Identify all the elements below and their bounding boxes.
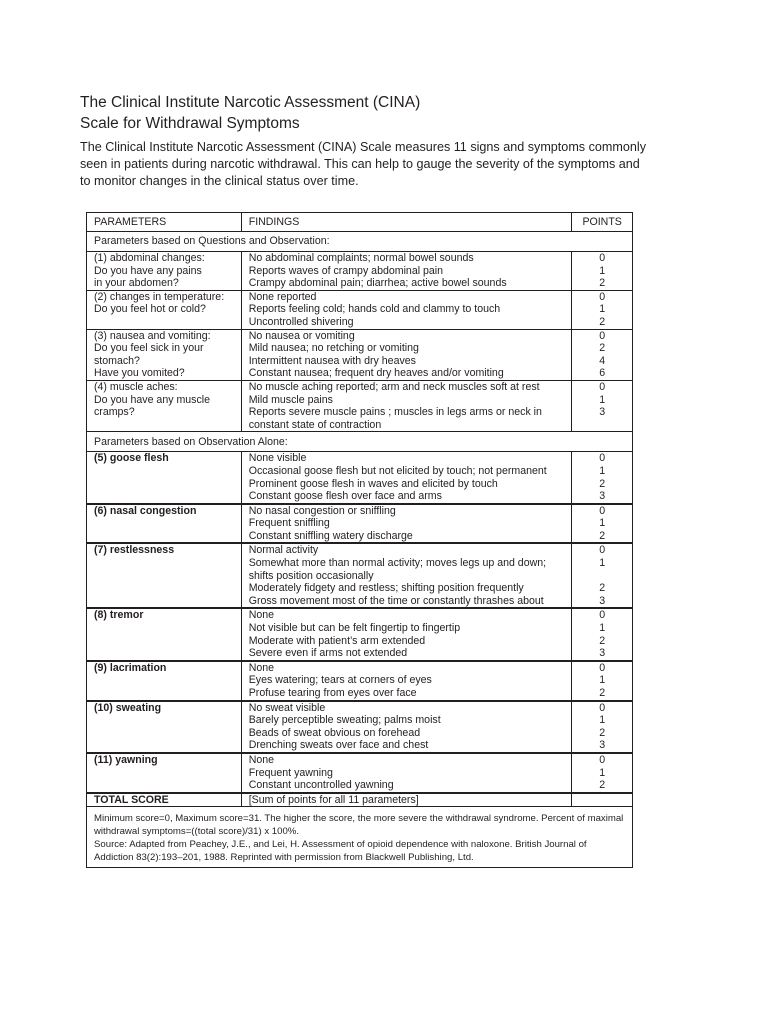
points-cell-line: 0 <box>599 609 606 622</box>
findings-cell-line: Mild nausea; no retching or vomiting <box>248 342 419 355</box>
findings-cell-line: No sweat visible <box>248 701 326 714</box>
cina-table-body <box>87 213 633 868</box>
findings-cell-line: Reports waves of crampy abdominal pain <box>248 264 444 277</box>
header-points: POINTS <box>572 213 633 232</box>
table-row <box>87 380 633 431</box>
findings-cell-line: Not visible but can be felt fingertip to fingertip <box>248 622 461 635</box>
findings-cell-line: Occasional goose flesh but not elicited by touch; not permanent <box>248 464 547 477</box>
parameter-cell <box>87 290 242 329</box>
table-row <box>87 701 633 753</box>
parameter-cell <box>87 329 242 380</box>
findings-cell-line: No muscle aching reported; arm and neck muscles soft at rest <box>248 380 540 393</box>
findings-cell-line: Uncontrolled shivering <box>248 315 354 328</box>
title-line-2: Scale for Withdrawal Symptoms <box>80 115 300 132</box>
parameter-cell <box>87 661 242 701</box>
intro-paragraph: The Clinical Institute Narcotic Assessment (CINA) Scale measures 11 signs and symptoms commonly seen in patients during narcotic withdrawal. This can help to gauge the severity of the symptoms and to monitor changes in the clinical status over time. <box>80 140 646 188</box>
findings-cell-line: Normal activity <box>248 544 319 557</box>
parameter-cell-line: Do you have any muscle <box>94 393 211 406</box>
findings-cell <box>241 661 572 701</box>
points-cell-line: 3 <box>599 490 606 503</box>
points-cell-line: 1 <box>599 674 606 687</box>
points-cell-line: 0 <box>599 544 606 557</box>
findings-cell-line: Mild muscle pains <box>248 393 333 406</box>
points-cell-line: 1 <box>599 766 606 779</box>
points-cell-line: 0 <box>599 753 606 766</box>
points-cell-line: 1 <box>599 517 606 530</box>
footnote-line: Minimum score=0, Maximum score=31. The higher the score, the more severe the withdrawal syndrome. Percent of maximal withdrawal symptoms=((total score)/31) x 100%. <box>94 813 624 838</box>
findings-cell-line: Frequent sniffling <box>248 517 330 530</box>
findings-cell-line: Beads of sweat obvious on forehead <box>248 726 421 739</box>
parameter-cell-line: Do you feel hot or cold? <box>94 303 206 316</box>
findings-cell-line: Drenching sweats over face and chest <box>248 739 429 752</box>
points-cell-line: 2 <box>599 779 606 792</box>
parameter-cell <box>87 504 242 544</box>
parameter-cell-line: (4) muscle aches: <box>94 380 178 393</box>
points-cell-line: 0 <box>599 504 606 517</box>
findings-cell-line: Frequent yawning <box>248 766 333 779</box>
points-cell <box>572 252 633 291</box>
parameter-cell <box>87 380 242 431</box>
section-row-questions <box>87 232 633 252</box>
points-cell-line: 2 <box>599 342 606 355</box>
points-cell <box>572 329 633 380</box>
findings-cell-line: None <box>248 661 275 674</box>
table-row <box>87 753 633 793</box>
parameter-cell-line: (3) nausea and vomiting: <box>94 329 211 342</box>
findings-cell-line: None visible <box>248 452 307 465</box>
findings-cell-line: Moderately fidgety and restless; shifting position frequently <box>248 582 524 595</box>
findings-cell <box>241 329 572 380</box>
findings-cell-line: Constant goose flesh over face and arms <box>248 490 442 503</box>
findings-cell-line: Crampy abdominal pain; diarrhea; active bowel sounds <box>248 277 507 290</box>
points-cell <box>572 543 633 608</box>
findings-cell-line: Constant uncontrolled yawning <box>248 779 394 792</box>
section-label-observation: Parameters based on Observation Alone: <box>87 432 633 452</box>
points-cell-line <box>572 419 632 432</box>
table-row <box>87 661 633 701</box>
findings-cell-line: Constant nausea; frequent dry heaves and/or vomiting <box>248 367 504 380</box>
findings-cell-line: Somewhat more than normal activity; moves legs up and down; <box>248 557 547 570</box>
points-cell-line: 2 <box>599 277 606 290</box>
parameter-cell-line: stomach? <box>94 354 140 367</box>
page-title <box>80 92 420 134</box>
cina-table <box>86 212 633 868</box>
points-cell-line: 0 <box>599 452 606 465</box>
points-cell <box>572 661 633 701</box>
points-cell <box>572 452 633 504</box>
points-cell <box>572 608 633 660</box>
points-cell-line: 2 <box>599 726 606 739</box>
points-cell-line: 1 <box>599 714 606 727</box>
findings-cell <box>241 608 572 660</box>
total-score-value <box>241 793 572 807</box>
findings-cell <box>241 543 572 608</box>
parameter-cell <box>87 252 242 291</box>
footnote <box>87 807 633 868</box>
total-score-points-line <box>572 794 632 807</box>
findings-cell-line: Barely perceptible sweating; palms moist <box>248 714 441 727</box>
findings-cell-line: Reports severe muscle pains ; muscles in legs arms or neck in <box>248 406 542 419</box>
total-score-label <box>87 793 242 807</box>
parameter-cell <box>87 608 242 660</box>
findings-cell-line: None reported <box>248 290 317 303</box>
parameter-cell-line: (9) lacrimation <box>94 661 167 674</box>
findings-cell-line: Profuse tearing from eyes over face <box>248 687 417 699</box>
points-cell-line: 3 <box>599 594 606 607</box>
findings-cell <box>241 290 572 329</box>
parameter-cell-line: (1) abdominal changes: <box>94 252 205 264</box>
points-cell-line: 0 <box>599 380 606 393</box>
points-cell-line: 1 <box>599 557 606 570</box>
title-line-1: The Clinical Institute Narcotic Assessment (CINA) <box>80 94 421 111</box>
header-parameters: PARAMETERS <box>87 213 242 232</box>
parameter-cell-line: (8) tremor <box>94 609 144 622</box>
findings-cell-line: Eyes watering; tears at corners of eyes <box>248 674 432 687</box>
findings-cell-line: Moderate with patient’s arm extended <box>248 634 426 647</box>
points-cell-line: 0 <box>599 252 606 264</box>
parameter-cell <box>87 452 242 504</box>
table-row <box>87 504 633 544</box>
table-row <box>87 329 633 380</box>
findings-cell <box>241 452 572 504</box>
points-cell-line: 1 <box>599 622 606 635</box>
points-cell-line: 2 <box>599 315 606 328</box>
total-score-value-line: [Sum of points for all 11 parameters] <box>248 793 419 806</box>
parameter-cell <box>87 753 242 793</box>
points-cell <box>572 380 633 431</box>
findings-cell-line: Severe even if arms not extended <box>248 647 408 660</box>
parameter-cell-line: (11) yawning <box>94 753 158 766</box>
parameter-cell-line: Have you vomited? <box>94 367 185 380</box>
footnote-row <box>87 807 633 868</box>
parameter-cell-line: (6) nasal congestion <box>94 504 197 517</box>
table-row <box>87 290 633 329</box>
section-label-questions: Parameters based on Questions and Observation: <box>87 232 633 252</box>
points-cell-line: 0 <box>599 661 606 674</box>
findings-cell-line: Gross movement most of the time or constantly thrashes about <box>248 594 544 607</box>
findings-cell-line: Intermittent nausea with dry heaves <box>248 354 416 367</box>
points-cell-line: 1 <box>599 264 606 277</box>
points-cell <box>572 504 633 544</box>
findings-cell-line: Constant sniffling watery discharge <box>248 529 413 542</box>
points-cell-line: 6 <box>599 367 606 380</box>
findings-cell-line: None <box>248 753 275 766</box>
section-row-observation <box>87 432 633 452</box>
header-findings: FINDINGS <box>241 213 572 232</box>
points-cell-line: 4 <box>599 354 606 367</box>
findings-cell <box>241 504 572 544</box>
findings-cell <box>241 252 572 291</box>
table-header-row <box>87 213 633 232</box>
parameter-cell-line: Do you have any pains <box>94 264 202 277</box>
parameter-cell-line: (5) goose flesh <box>94 452 169 465</box>
table-row <box>87 543 633 608</box>
points-cell-line <box>572 570 632 583</box>
parameter-cell-line: in your abdomen? <box>94 277 179 290</box>
points-cell-line: 2 <box>599 634 606 647</box>
points-cell-line: 2 <box>599 529 606 542</box>
points-cell-line: 0 <box>599 701 606 714</box>
footnote-line: Source: Adapted from Peachey, J.E., and Lei, H. Assessment of opioid dependence with naloxone. British Journal of Addiction 83(2):193–201, 1988. Reprinted with permission from Blackwell Publishing, Ltd. <box>94 839 587 864</box>
points-cell-line: 2 <box>599 582 606 595</box>
total-score-row <box>87 793 633 807</box>
findings-cell-line: constant state of contraction <box>248 418 382 431</box>
points-cell-line: 0 <box>599 329 606 342</box>
points-cell-line: 3 <box>599 406 606 419</box>
points-cell-line: 2 <box>599 477 606 490</box>
parameter-cell-line: cramps? <box>94 406 135 419</box>
points-cell-line: 2 <box>599 687 606 699</box>
parameter-cell <box>87 701 242 753</box>
points-cell <box>572 701 633 753</box>
findings-cell-line: Reports feeling cold; hands cold and clammy to touch <box>248 303 501 316</box>
points-cell-line: 3 <box>599 647 606 660</box>
parameter-cell-line: (2) changes in temperature: <box>94 290 225 303</box>
points-cell-line: 1 <box>599 393 606 406</box>
points-cell <box>572 290 633 329</box>
findings-cell-line: Prominent goose flesh in waves and elicited by touch <box>248 477 498 490</box>
points-cell-line: 1 <box>599 464 606 477</box>
findings-cell-line: No abdominal complaints; normal bowel sounds <box>248 252 474 264</box>
findings-cell <box>241 380 572 431</box>
points-cell-line: 3 <box>599 739 606 752</box>
points-cell-line: 1 <box>599 303 606 316</box>
points-cell <box>572 753 633 793</box>
findings-cell-line: No nausea or vomiting <box>248 329 355 342</box>
findings-cell <box>241 753 572 793</box>
parameter-cell-line: (10) sweating <box>94 701 162 714</box>
findings-cell-line: shifts position occasionally <box>248 569 374 582</box>
table-row <box>87 608 633 660</box>
table-row <box>87 452 633 504</box>
findings-cell-line: None <box>248 609 275 622</box>
total-score-points <box>572 793 633 807</box>
points-cell-line: 0 <box>599 290 606 303</box>
parameter-cell-line: Do you feel sick in your <box>94 342 204 355</box>
parameter-cell-line: (7) restlessness <box>94 544 175 557</box>
findings-cell-line: No nasal congestion or sniffling <box>248 504 396 517</box>
total-score-label-line: TOTAL SCORE <box>94 793 169 806</box>
findings-cell <box>241 701 572 753</box>
parameter-cell <box>87 543 242 608</box>
table-row <box>87 252 633 291</box>
